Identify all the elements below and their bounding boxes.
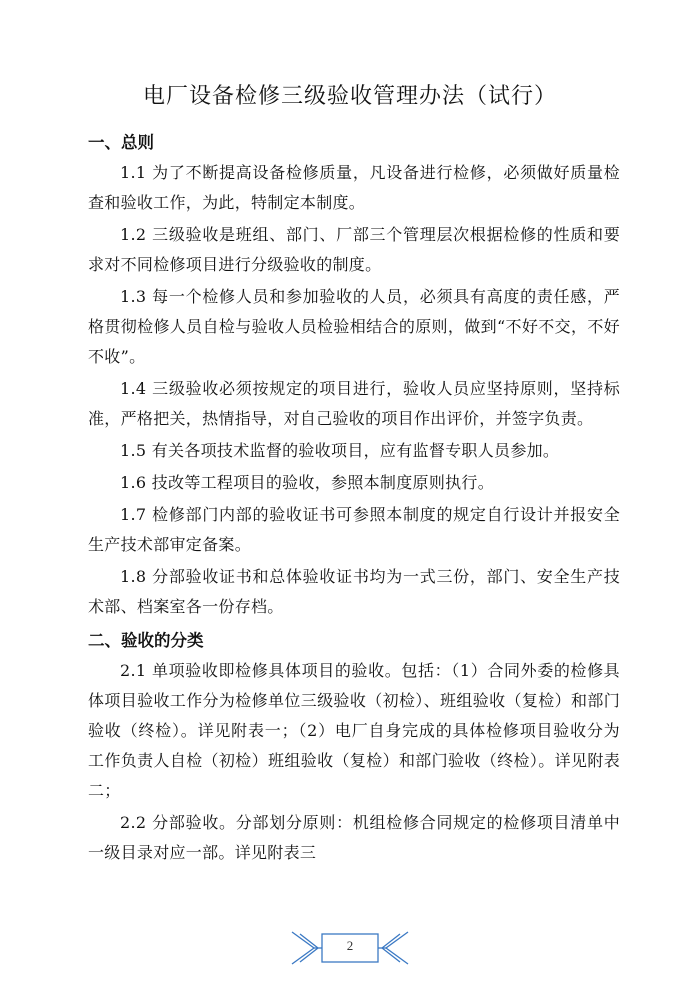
page-footer xyxy=(290,926,410,970)
paragraph: 1.4 三级验收必须按规定的项目进行，验收人员应坚持原则，坚持标准，严格把关，热情指导，对自己验收的项目作出评价，并签字负责。 xyxy=(88,379,620,428)
paragraph: 1.6 技改等工程项目的验收，参照本制度原则执行。 xyxy=(120,473,495,492)
paragraph: 1.3 每一个检修人员和参加验收的人员，必须具有高度的责任感，严格贯彻检修人员自检与验收人员检验相结合的原则，做到“不好不交，不好不收”。 xyxy=(88,287,620,366)
paragraph: 1.1 为了不断提高设备检修质量，凡设备进行检修，必须做好质量检查和验收工作，为此，特制定本制度。 xyxy=(88,163,620,212)
page-number: 2 xyxy=(346,938,354,953)
document-title: 电厂设备检修三级验收管理办法（试行） xyxy=(142,84,557,109)
section-general xyxy=(88,126,620,622)
section-acceptance-classification xyxy=(88,624,620,868)
document-body xyxy=(88,126,620,870)
paragraph: 1.7 检修部门内部的验收证书可参照本制度的规定自行设计并报安全生产技术部审定备案。 xyxy=(88,505,620,554)
paragraph: 2.1 单项验收即检修具体项目的验收。包括：（1）合同外委的检修具体项目验收工作分为检修单位三级验收（初检）、班组验收（复检）和部门验收（终检）。详见附表一；（2）电厂自身完成的具体检修项目验收分为工作负责人自检（初检）班组验收（复检）和部门验收（终检）。详见附表二； xyxy=(88,661,620,800)
paragraph: 2.2 分部验收。分部划分原则：机组检修合同规定的检修项目清单中一级目录对应一部。详见附表三 xyxy=(88,813,620,862)
paragraph: 1.5 有关各项技术监督的验收项目，应有监督专职人员参加。 xyxy=(120,441,560,460)
paragraph: 1.8 分部验收证书和总体验收证书均为一式三份，部门、安全生产技术部、档案室各一份存档。 xyxy=(88,567,620,616)
section-heading: 二、验收的分类 xyxy=(88,631,204,650)
paragraph: 1.2 三级验收是班组、部门、厂部三个管理层次根据检修的性质和要求对不同检修项目进行分级验收的制度。 xyxy=(88,225,620,274)
section-heading: 一、总则 xyxy=(88,133,154,152)
